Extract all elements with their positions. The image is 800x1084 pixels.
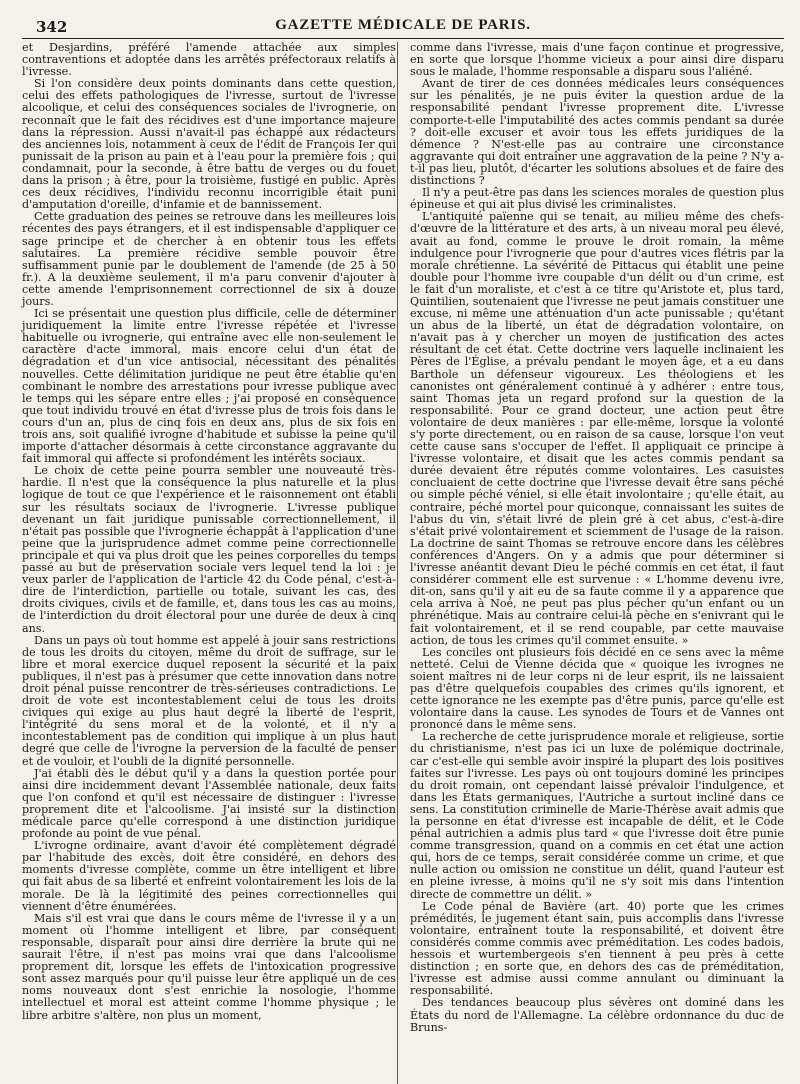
paragraph: Le Code pénal de Bavière (art. 40) porte que les crimes prémédités, le jugement étant sain, puis accomplis dans l'ivresse volontaire, entraînent toute la responsabilité, et doivent être considérés comme commis avec préméditation. Les codes badois, hessois et wurtembergeois s'en tiennent à peu près à cette distinction ; en sorte que, en dehors des cas de préméditation, l'ivresse est admise aussi comme annulant ou diminuant la responsabilité. <box>410 899 784 998</box>
paragraph: L'ivrogne ordinaire, avant d'avoir été complètement dégradé par l'habitude des excès, doit être considéré, en dehors des moments d'ivresse complète, comme un être intelligent et libre qui fait abus de sa liberté et enfreint volontairement les lois de la morale. De là la légitimité des peines correctionnelles qui viennent d'être énumérées. <box>22 839 396 913</box>
page-header <box>22 14 784 39</box>
paragraph: comme dans l'ivresse, mais d'une façon continue et progressive, en sorte que lorsque l'homme vicieux a pour ainsi dire disparu sous le malade, l'homme responsable a disparu sous l'aliéné. <box>410 41 784 79</box>
paragraph: L'antiquité païenne qui se tenait, au milieu même des chefs-d'œuvre de la littérature et des arts, à un niveau moral peu élevé, avait au fond, comme le prouve le droit romain, la même indulgence pour l'ivrognerie que pour d'autres vices flétris par la morale chrétienne. La sévérité de Pittacus qui établit une peine double pour l'homme ivre coupable d'un délit ou d'un crime, est le fait d'un moraliste, et c'est à ce titre qu'Aristote et, plus tard, Quintilien, soutenaient que l'ivresse ne peut jamais constituer une excuse, ni même une atténuation d'un acte punissable ; qu'étant un abus de la liberté, un état de dégradation volontaire, on n'avait pas à y chercher un moyen de justification des actes résultant de cet état. Cette doctrine vers laquelle inclinaient les Pères de l'Église, a prévalu pendant le moyen âge, et a eu dans Barthole un défenseur vigoureux. Les théologiens et les canonistes ont généralement continué à y adhérer : entre tous, saint Thomas jeta un regard profond sur la question de la responsabilité. Pour ce grand docteur, une action peut être volontaire de deux manières : par elle-même, lorsque la volonté s'y porte directement, ou en raison de sa cause, lorsque l'on veut cette cause sans s'occuper de l'effet. Il appliquait ce principe à l'ivresse volontaire, et disait que les actes commis pendant sa durée devaient être réputés comme volontaires. Les casuistes concluaient de cette doctrine que l'ivresse devait être sans péché ou simple péché véniel, si elle était involontaire ; qu'elle était, au contraire, péché mortel pour quiconque, connaissant les suites de l'abus du vin, s'était livré de plein gré à cet abus, c'est-à-dire s'était privé volontairement et sciemment de l'usage de la raison. La doctrine de saint Thomas se retrouve encore dans les célèbres conférences d'Angers. On y a admis que pour déterminer si l'ivresse anéantit devant Dieu le péché commis en cet état, il faut considérer comment elle est survenue : « L'homme devenu ivre, dit-on, sans qu'il y ait eu de sa faute comme il y a apparence que cela arriva à Noé, ne peut pas plus pécher qu'un enfant ou un phrénétique. Mais au contraire celui-là pèche en s'enivrant qui le fait volontairement, et il se rend coupable, par cette mauvaise action, de tous les crimes qu'il commet ensuite. » <box>410 210 785 647</box>
paragraph: et Desjardins, préféré l'amende attachée aux simples contraventions et adoptée dans les arrêtés préfectoraux relatifs à l'ivresse. <box>22 41 396 79</box>
paragraph: Avant de tirer de ces données médicales leurs conséquences sur les pénalités, je ne puis éviter la question ardue de la responsabilité pendant l'ivresse proprement dite. L'ivresse comporte-t-elle l'imputabilité des actes commis pendant sa durée ? doit-elle excuser et avoir tous les effets juridiques de la démence ? N'est-elle pas au contraire une circonstance aggravante qui doit entraîner une aggravation de la peine ? N'y a-t-il pas lieu, plutôt, d'écarter les solutions absolues et de faire des distinctions ? <box>410 77 784 188</box>
paragraph: Mais s'il est vrai que dans le cours même de l'ivresse il y a un moment où l'homme intelligent et libre, par conséquent responsable, disparaît pour ainsi dire derrière la brute qui ne saurait l'être, il n'est pas moins vrai que dans l'alcoolisme proprement dit, lorsque les effets de l'intoxication progressive sont assez marqués pour qu'il puisse leur être appliqué un de ces noms nouveaux dont s'est enrichie la nosologie, l'homme intellectuel et moral est atteint comme l'homme physique ; le libre arbitre s'altère, non plus un moment, <box>22 911 396 1022</box>
paragraph: Les conciles ont plusieurs fois décidé en ce sens avec la même netteté. Celui de Vienne décida que « quoique les ivrognes ne soient maîtres ni de leur corps ni de leur esprit, ils ne laissaient pas d'être quelquefois coupables des crimes qu'ils ignorent, et cette ignorance ne les exempte pas d'être punis, parce qu'elle est volontaire dans la cause. Les synodes de Tours et de Vannes ont prononcé dans le même sens. <box>410 645 784 732</box>
running-title: GAZETTE MÉDICALE DE PARIS. <box>275 17 531 33</box>
text-columns <box>22 39 784 1034</box>
page-number: 342 <box>36 18 68 36</box>
left-column <box>22 42 396 1034</box>
paragraph: Si l'on considère deux points dominants dans cette question, celui des effets pathologiques de l'ivresse, surtout de l'ivresse alcoolique, et celui des conséquences sociales de l'ivrognerie, on reconnaît que le fait des récidives est d'une importance majeure dans la répression. Aussi n'avait-il pas échappé aux rédacteurs des anciennes lois, notamment à ceux de l'édit de François Ier qui punissait de la prison au pain et à l'eau pour la première fois ; qui condamnait, pour la seconde, à être battu de verges ou du fouet dans la prison ; à être, pour la troisième, fustigé en public. Après ces deux récidives, l'individu reconnu incorrigible était puni d'amputation d'oreille, d'infamie et de bannissement. <box>22 77 396 212</box>
column-divider <box>397 42 398 1084</box>
paragraph: Ici se présentait une question plus difficile, celle de déterminer juridiquement la limite entre l'ivresse répétée et l'ivresse habituelle ou ivrognerie, qui entraîne avec elle non-seulement le caractère d'acte immoral, mais encore celui d'un état de dégradation et d'un vice antisocial, nécessitant des pénalités nouvelles. Cette délimitation juridique ne peut être établie qu'en combinant le nombre des arrestations pour ivresse publique avec le temps qui les sépare entre elles ; j'ai proposé en conséquence que tout individu trouvé en état d'ivresse plus de trois fois dans le cours d'un an, plus de cinq fois en deux ans, plus de six fois en trois ans, soit qualifié ivrogne d'habitude et subisse la peine qu'il importe d'attacher désormais à cette circonstance aggravante du fait immoral qui affecte si profondément les intérêts sociaux. <box>22 307 396 466</box>
paragraph: Des tendances beaucoup plus sévères ont dominé dans les États du nord de l'Allemagne. La célèbre ordonnance du duc de Bruns- <box>410 996 784 1034</box>
paragraph: Il n'y a peut-être pas dans les sciences morales de question plus épineuse et qui ait plus divisé les criminalistes. <box>410 186 784 212</box>
paragraph: Dans un pays où tout homme est appelé à jouir sans restrictions de tous les droits du citoyen, même du droit de suffrage, sur le libre et moral exercice duquel reposent la sécurité et la paix publiques, il n'est pas à présumer que cette innovation dans notre droit pénal puisse rencontrer de très-sérieuses contradictions. Le droit de vote est incontestablement celui de tous les droits civiques qui exige au plus haut degré la liberté de l'esprit, l'intégrité du sens moral et de la volonté, et il n'y a incontestablement pas de condition qui implique à un plus haut degré que celle de l'ivrogne la perversion de la faculté de penser et de vouloir, et l'oubli de la dignité personnelle. <box>22 633 396 768</box>
paragraph: La recherche de cette jurisprudence morale et religieuse, sortie du christianisme, n'est pas ici un luxe de polémique doctrinale, car c'est-elle qui semble avoir inspiré la plupart des lois positives faites sur l'ivresse. Les pays où ont toujours dominé les principes du droit romain, ont cependant laissé prévaloir l'indulgence, et dans les États germaniques, l'Autriche a surtout incliné dans ce sens. La constitution criminelle de Marie-Thérèse avait admis que la personne en état d'ivresse est incapable de délit, et le Code pénal autrichien a admis plus tard « que l'ivresse doit être punie comme transgression, quand on a commis en cet état une action qui, hors de ce temps, serait considérée comme un crime, et que nulle action ou omission ne constitue un délit, quand l'auteur est en pleine ivresse, à moins qu'il ne s'y soit mis dans l'intention directe de commettre un délit. » <box>410 730 784 901</box>
paragraph: Cette graduation des peines se retrouve dans les meilleures lois récentes des pays étrangers, et il est indispensable d'appliquer ce sage principe et de chercher à en obtenir tous les effets salutaires. La première récidive semble pouvoir être suffisamment punie par le doublement de l'amende (de 25 à 50 fr.). A la deuxième seulement, il m'a paru convenir d'ajouter à cette amende l'emprisonnement correctionnel de six à douze jours. <box>22 210 396 308</box>
paragraph: J'ai établi dès le début qu'il y a dans la question portée pour ainsi dire incidemment devant l'Assemblée nationale, deux faits que l'on confond et qu'il est nécessaire de distinguer : l'ivresse proprement dite et l'alcoolisme. J'ai insisté sur la distinction médicale parce qu'elle correspond à une distinction juridique profonde au point de vue pénal. <box>22 766 396 841</box>
right-column <box>410 42 784 1034</box>
paragraph: Le choix de cette peine pourra sembler une nouveauté très-hardie. Il n'est que la conséquence la plus naturelle et la plus logique de tout ce que l'expérience et le raisonnement ont établi sur les résultats sociaux de l'ivrognerie. L'ivresse publique devenant un fait juridique punissable correctionnellement, il n'était pas possible que l'ivrognerie échappât à l'application d'une peine que la jurisprudence admet comme peine correctionnelle principale et qui va plus droit que les peines corporelles du temps passé au but de préservation sociale vers lequel tend la loi : je veux parler de l'application de l'article 42 du Code pénal, c'est-à-dire de l'interdiction, partielle ou totale, suivant les cas, des droits civiques, civils et de famille, et, dans tous les cas au moins, de l'interdiction du droit électoral pour une durée de deux à cinq ans. <box>22 464 396 635</box>
